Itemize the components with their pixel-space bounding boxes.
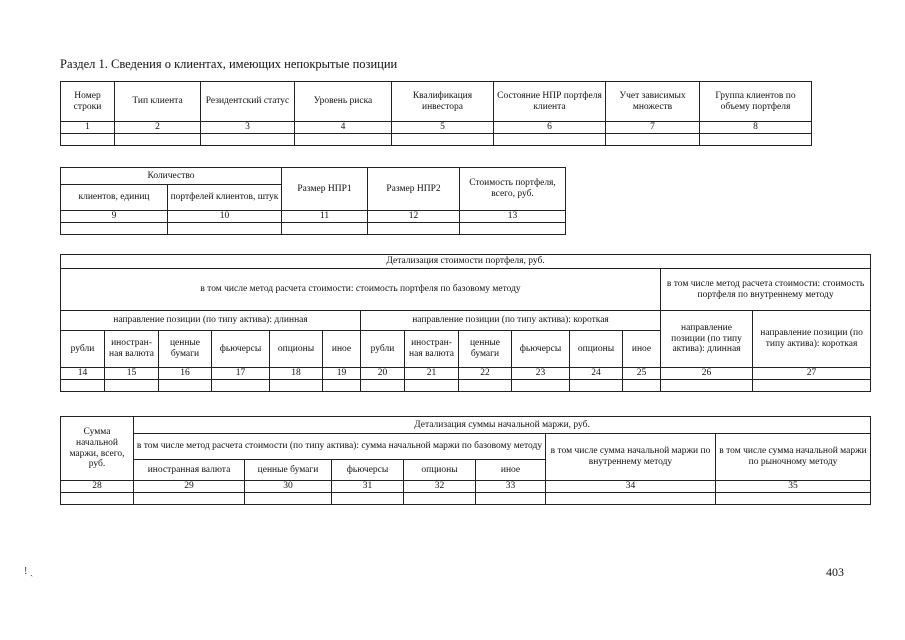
empty-cell <box>295 134 392 146</box>
empty-cell <box>623 380 661 392</box>
margin-base-method-header: в том числе метод расчета стоимости (по типу актива): сумма начальной маржи по базовому методу <box>134 434 546 460</box>
empty-cell <box>459 380 512 392</box>
short-direction-header: направление позиции (по типу актива): короткая <box>361 311 661 331</box>
empty-cell <box>332 493 404 505</box>
empty-cell <box>61 493 134 505</box>
column-number: 9 <box>61 211 168 223</box>
empty-cell <box>61 223 168 235</box>
column-number: 4 <box>295 122 392 134</box>
column-number: 23 <box>512 368 570 380</box>
column-number: 7 <box>606 122 700 134</box>
header-client-type: Тип клиента <box>115 82 201 122</box>
asset-options: опционы <box>270 331 323 368</box>
header-portfolio-value: Стоимость портфеля, всего, руб. <box>460 168 566 211</box>
header-npr1-size: Размер НПР1 <box>282 168 368 211</box>
column-number: 18 <box>270 368 323 380</box>
asset-futures: фьючерсы <box>212 331 270 368</box>
column-number: 17 <box>212 368 270 380</box>
column-number: 25 <box>623 368 661 380</box>
header-risk-level: Уровень риска <box>295 82 392 122</box>
empty-cell <box>61 380 105 392</box>
header-portfolios-count: портфелей клиентов, штук <box>168 185 282 211</box>
asset-securities: ценные бумаги <box>159 331 212 368</box>
margin-internal-method-header: в том числе сумма начальной маржи по внутреннему методу <box>546 434 716 481</box>
empty-cell <box>753 380 871 392</box>
empty-cell <box>494 134 606 146</box>
column-number: 27 <box>753 368 871 380</box>
header-quantity: Количество <box>61 168 282 185</box>
empty-cell <box>134 493 245 505</box>
column-number: 16 <box>159 368 212 380</box>
margin-asset-foreign-currency: иностранная валюта <box>134 460 245 481</box>
margin-detail-title: Детализация суммы начальной маржи, руб. <box>134 417 871 434</box>
column-number: 22 <box>459 368 512 380</box>
column-number: 8 <box>700 122 812 134</box>
empty-cell <box>212 380 270 392</box>
internal-method-header: в том числе метод расчета стоимости: стоимость портфеля по внутреннему методу <box>661 269 871 311</box>
empty-cell <box>115 134 201 146</box>
empty-cell <box>159 380 212 392</box>
column-number: 20 <box>361 368 405 380</box>
column-number: 30 <box>245 481 332 493</box>
margin-asset-options: опционы <box>404 460 476 481</box>
header-client-group: Группа клиентов по объему портфеля <box>700 82 812 122</box>
empty-cell <box>606 134 700 146</box>
header-row-number: Номер строки <box>61 82 115 122</box>
empty-cell <box>282 223 368 235</box>
empty-cell <box>700 134 812 146</box>
corner-mark: ! ˎ <box>24 566 34 577</box>
asset-options: опционы <box>570 331 623 368</box>
column-number: 1 <box>61 122 115 134</box>
header-clients-count: клиентов, единиц <box>61 185 168 211</box>
page-number: 403 <box>826 565 844 579</box>
column-number: 35 <box>716 481 871 493</box>
margin-asset-other: иное <box>476 460 546 481</box>
empty-cell <box>405 380 459 392</box>
long-direction-header: направление позиции (по типу актива): длинная <box>61 311 361 331</box>
header-npr2-size: Размер НПР2 <box>368 168 460 211</box>
header-dependent-sets: Учет зависимых множеств <box>606 82 700 122</box>
base-method-header: в том числе метод расчета стоимости: стоимость портфеля по базовому методу <box>61 269 661 311</box>
empty-cell <box>270 380 323 392</box>
empty-cell <box>661 380 753 392</box>
column-number: 32 <box>404 481 476 493</box>
column-number: 15 <box>105 368 159 380</box>
column-number: 29 <box>134 481 245 493</box>
asset-rubles: рубли <box>61 331 105 368</box>
asset-securities: ценные бумаги <box>459 331 512 368</box>
column-number: 3 <box>201 122 295 134</box>
empty-cell <box>168 223 282 235</box>
column-number: 12 <box>368 211 460 223</box>
empty-cell <box>404 493 476 505</box>
header-initial-margin-sum: Сумма начальной маржи, всего, руб. <box>61 417 134 481</box>
header-investor-qualification: Квалификация инвестора <box>392 82 494 122</box>
empty-cell <box>546 493 716 505</box>
empty-cell <box>368 223 460 235</box>
internal-short-header: направление позиции (по типу актива): короткая <box>753 311 871 368</box>
column-number: 31 <box>332 481 404 493</box>
empty-cell <box>105 380 159 392</box>
column-number: 6 <box>494 122 606 134</box>
empty-cell <box>476 493 546 505</box>
empty-cell <box>392 134 494 146</box>
margin-asset-futures: фьючерсы <box>332 460 404 481</box>
empty-cell <box>323 380 361 392</box>
internal-long-header: направление позиции (по типу актива): длинная <box>661 311 753 368</box>
empty-cell <box>361 380 405 392</box>
empty-cell <box>512 380 570 392</box>
asset-other: иное <box>623 331 661 368</box>
empty-cell <box>716 493 871 505</box>
column-number: 10 <box>168 211 282 223</box>
header-resident-status: Резидентский статус <box>201 82 295 122</box>
asset-foreign-currency: иностран-ная валюта <box>405 331 459 368</box>
empty-cell <box>245 493 332 505</box>
empty-cell <box>61 134 115 146</box>
asset-futures: фьючерсы <box>512 331 570 368</box>
column-number: 13 <box>460 211 566 223</box>
asset-other: иное <box>323 331 361 368</box>
column-number: 2 <box>115 122 201 134</box>
column-number: 28 <box>61 481 134 493</box>
quantity-table <box>60 167 566 235</box>
portfolio-value-detail-table <box>60 254 871 392</box>
column-number: 21 <box>405 368 459 380</box>
initial-margin-table <box>60 416 871 505</box>
empty-cell <box>460 223 566 235</box>
column-number: 34 <box>546 481 716 493</box>
column-number: 33 <box>476 481 546 493</box>
portfolio-detail-title: Детализация стоимости портфеля, руб. <box>61 255 871 269</box>
column-number: 19 <box>323 368 361 380</box>
column-number: 24 <box>570 368 623 380</box>
asset-foreign-currency: иностран-ная валюта <box>105 331 159 368</box>
margin-market-method-header: в том числе сумма начальной маржи по рыночному методу <box>716 434 871 481</box>
column-number: 26 <box>661 368 753 380</box>
column-number: 5 <box>392 122 494 134</box>
section-title: Раздел 1. Сведения о клиентах, имеющих непокрытые позиции <box>60 57 398 71</box>
empty-cell <box>201 134 295 146</box>
column-number: 11 <box>282 211 368 223</box>
clients-table <box>60 81 812 146</box>
margin-asset-securities: ценные бумаги <box>245 460 332 481</box>
header-npr-state: Состояние НПР портфеля клиента <box>494 82 606 122</box>
column-number: 14 <box>61 368 105 380</box>
empty-cell <box>570 380 623 392</box>
asset-rubles: рубли <box>361 331 405 368</box>
